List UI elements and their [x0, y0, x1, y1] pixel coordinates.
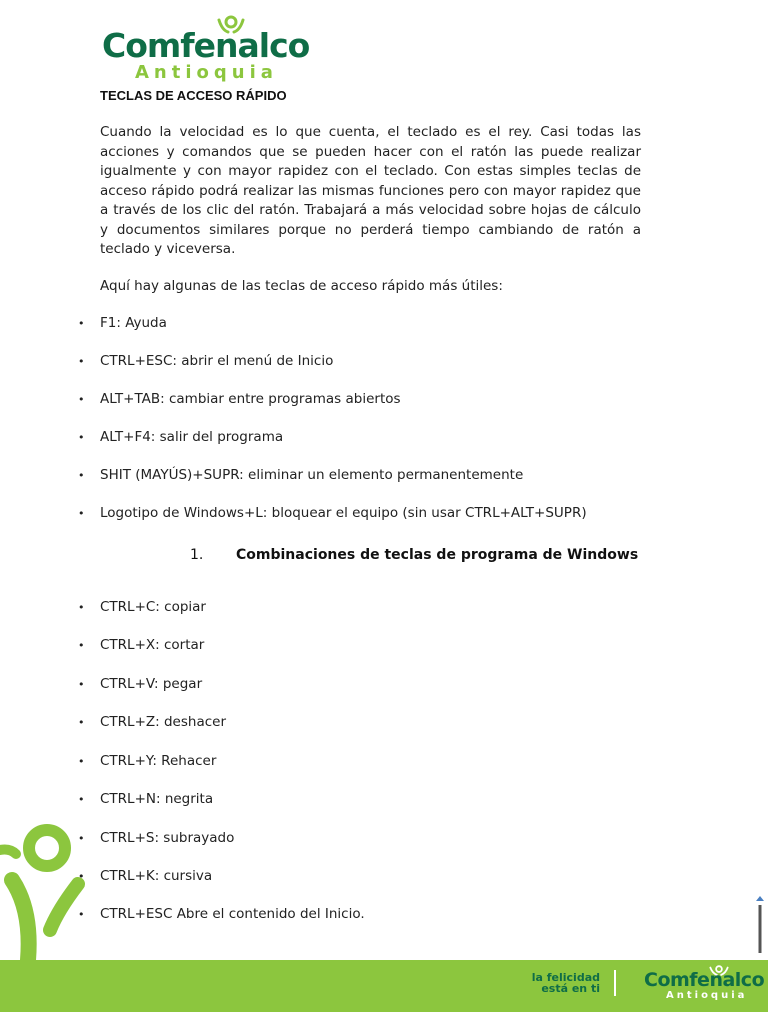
list-item [78, 753, 216, 769]
list-item [78, 637, 204, 653]
bullet-icon: • [78, 832, 85, 845]
list-item-text: CTRL+ESC Abre el contenido del Inicio. [100, 906, 365, 922]
list-item [78, 714, 226, 730]
list-item-text: CTRL+N: negrita [100, 791, 214, 807]
list-item [78, 505, 587, 521]
document-title: TECLAS DE ACCESO RÁPIDO [100, 88, 287, 103]
bullet-icon: • [78, 870, 85, 883]
footer-region: Antioquia [666, 990, 748, 1001]
footer-divider [614, 970, 616, 996]
footer-logo [644, 964, 764, 1008]
bullet-icon: • [78, 793, 85, 806]
bullet-icon: • [78, 393, 85, 406]
list-item-text: CTRL+Z: deshacer [100, 714, 226, 730]
list-item-text: ALT+TAB: cambiar entre programas abiertos [100, 391, 401, 407]
list-item [78, 830, 234, 846]
list-item-text: ALT+F4: salir del programa [100, 429, 284, 445]
list-item [78, 791, 213, 807]
slogan-line: la felicidad [531, 971, 600, 984]
list-item-text: CTRL+ESC: abrir el menú de Inicio [100, 353, 334, 369]
section-number: 1. [190, 547, 204, 563]
bullet-icon: • [78, 431, 85, 444]
list-item-text: CTRL+Y: Rehacer [100, 753, 217, 769]
list-item-text: CTRL+V: pegar [100, 676, 203, 692]
section-title: Combinaciones de teclas de programa de Windows [236, 547, 639, 563]
list-item [78, 391, 401, 407]
footer-slogan [528, 972, 600, 994]
list-item-text: CTRL+X: cortar [100, 637, 205, 653]
bullet-icon: • [78, 469, 85, 482]
list-item [78, 429, 283, 445]
bullet-icon: • [78, 317, 85, 330]
list-item [78, 906, 365, 922]
list-item-text: CTRL+C: copiar [100, 599, 206, 615]
bullet-icon: • [78, 755, 85, 768]
side-mark-icon [756, 896, 764, 956]
list-item [78, 599, 206, 615]
brand-figure-icon [0, 820, 90, 960]
bullet-icon: • [78, 716, 85, 729]
bullet-icon: • [78, 507, 85, 520]
logo-wordmark: Comfenalco [102, 26, 310, 65]
footer-wordmark: Comfenalco [644, 969, 765, 991]
list-item [78, 315, 167, 331]
list-item-text: Logotipo de Windows+L: bloquear el equipo (sin usar CTRL+ALT+SUPR) [100, 505, 587, 521]
slogan-line: está en ti [541, 982, 600, 995]
list-item-text: SHIT (MAYÚS)+SUPR: eliminar un elemento permanentemente [100, 467, 524, 483]
list-item-text: CTRL+S: subrayado [100, 830, 235, 846]
intro-paragraph: Cuando la velocidad es lo que cuenta, el teclado es el rey. Casi todas las acciones y comandos que se pueden hacer con el ratón las puede realizar igualmente y con mayor rapidez con el teclado. Con estas simples teclas de acceso rápido podrá realizar las mismas funciones pero con mayor rapidez que a través de los clic del ratón. Trabajará a más velocidad sobre hojas de cálculo y documentos similares porque no perderá tiempo cambiando de ratón a teclado y viceversa. [100, 124, 641, 257]
list-item-text: CTRL+K: cursiva [100, 868, 213, 884]
list-item [78, 676, 202, 692]
bullet-icon: • [78, 639, 85, 652]
list-item [78, 868, 212, 884]
list-item [78, 467, 523, 483]
list-item [78, 353, 333, 369]
bullet-icon: • [78, 601, 85, 614]
bullet-icon: • [78, 908, 85, 921]
list-intro-paragraph: Aquí hay algunas de las teclas de acceso rápido más útiles: [100, 278, 503, 294]
bullet-icon: • [78, 678, 85, 691]
bullet-icon: • [78, 355, 85, 368]
logo-region: Antioquia [135, 62, 278, 83]
section-heading [190, 547, 638, 563]
header-logo [102, 14, 322, 84]
list-item-text: F1: Ayuda [100, 315, 167, 331]
